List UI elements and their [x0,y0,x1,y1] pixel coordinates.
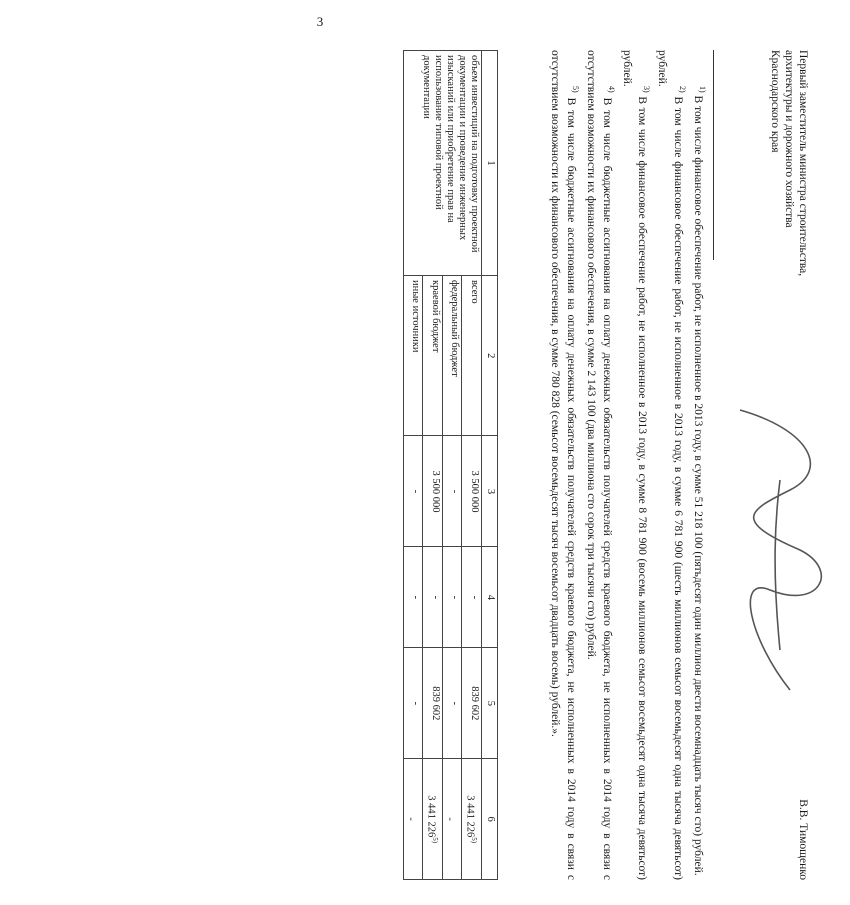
value-cell: - [443,547,463,648]
signatory-title-line: Краснодарского края [769,50,781,153]
signatory-title-line: Первый заместитель министра строительства, [797,50,809,277]
source-cell: всего [462,276,482,436]
value-cell: - [404,648,424,759]
value-cell: - [404,547,424,648]
value-cell: - [423,547,443,648]
footnote: $^{3)}$ В том числе финансовое обеспечение работ, не исполненное в 2013 году, в сумме 8 781 900 (восемь миллионов семьсот восемьдесят одна тысяча девятьсот) рублей. [620,50,652,881]
footnote-divider [713,50,714,260]
column-number: 3 [482,436,498,547]
table-header-row [482,51,498,880]
source-cell: федеральный бюджет [443,276,463,436]
table-row [462,51,482,880]
footnote: $^{5)}$ В том числе бюджетные ассигнования на оплату денежных обязательств получателей средств краевого бюджета, не исполненных в 2014 году в связи с отсутствием возможности их финансового обеспечения, в сумме 780 828 (семьсот восемьдесят тысяч восемьсот двадцать восемь) рублей.». [548,50,580,881]
value-cell: 839 602 [462,648,482,759]
signatory-title [768,50,810,380]
column-number: 4 [482,547,498,648]
value-cell: 839 602 [423,648,443,759]
funding-table [403,50,498,880]
column-number: 2 [482,276,498,436]
value-cell: 3 500 000 [462,436,482,547]
signatory-name: В.В. Тимощенко [797,799,809,880]
column-number: 5 [482,648,498,759]
page-number: 3 [316,14,324,29]
signatory-title-line: архитектуры и дорожного хозяйства [783,50,795,228]
value-cell: 3 441 226$^{5)}$ [423,759,443,880]
source-cell: иные источники [404,276,424,436]
footnote: $^{4)}$ В том числе бюджетные ассигнования на оплату денежных обязательств получателей средств краевого бюджета, не исполненных в 2014 году в связи с отсутствием возможности их финансового обеспечения, в сумме 2 143 100 (два миллиона сто сорок три тысячи сто) рублей. [584,50,616,881]
indicator-cell: объем инвестиций на подготовку проектной документации и проведение инженерных изысканий или приобретение прав на использование типовой проектной документации [404,51,482,276]
value-cell: - [462,547,482,648]
column-number: 1 [482,51,498,276]
value-cell: 3 441 226$^{5)}$ [462,759,482,880]
column-number: 6 [482,759,498,880]
value-cell: - [404,436,424,547]
value-cell: - [443,436,463,547]
source-cell: краевой бюджет [423,276,443,436]
rotated-content [254,50,850,880]
value-cell: - [443,759,463,880]
footnote: $^{1)}$ В том числе финансовое обеспечение работ, не исполненное в 2013 году, в сумме 51 218 100 (пятьдесят один миллион двести восемнадцать тысяч сто) рублей. [692,86,707,876]
footnote: $^{2)}$ В том числе финансовое обеспечение работ, не исполненное в 2013 году, в сумме 6 781 900 (шесть миллионов семьсот восемьдесят одна тысяча девятьсот) рублей. [656,50,688,881]
value-cell: 3 500 000 [423,436,443,547]
value-cell: - [443,648,463,759]
value-cell: - [404,759,424,880]
footnotes [547,50,710,880]
